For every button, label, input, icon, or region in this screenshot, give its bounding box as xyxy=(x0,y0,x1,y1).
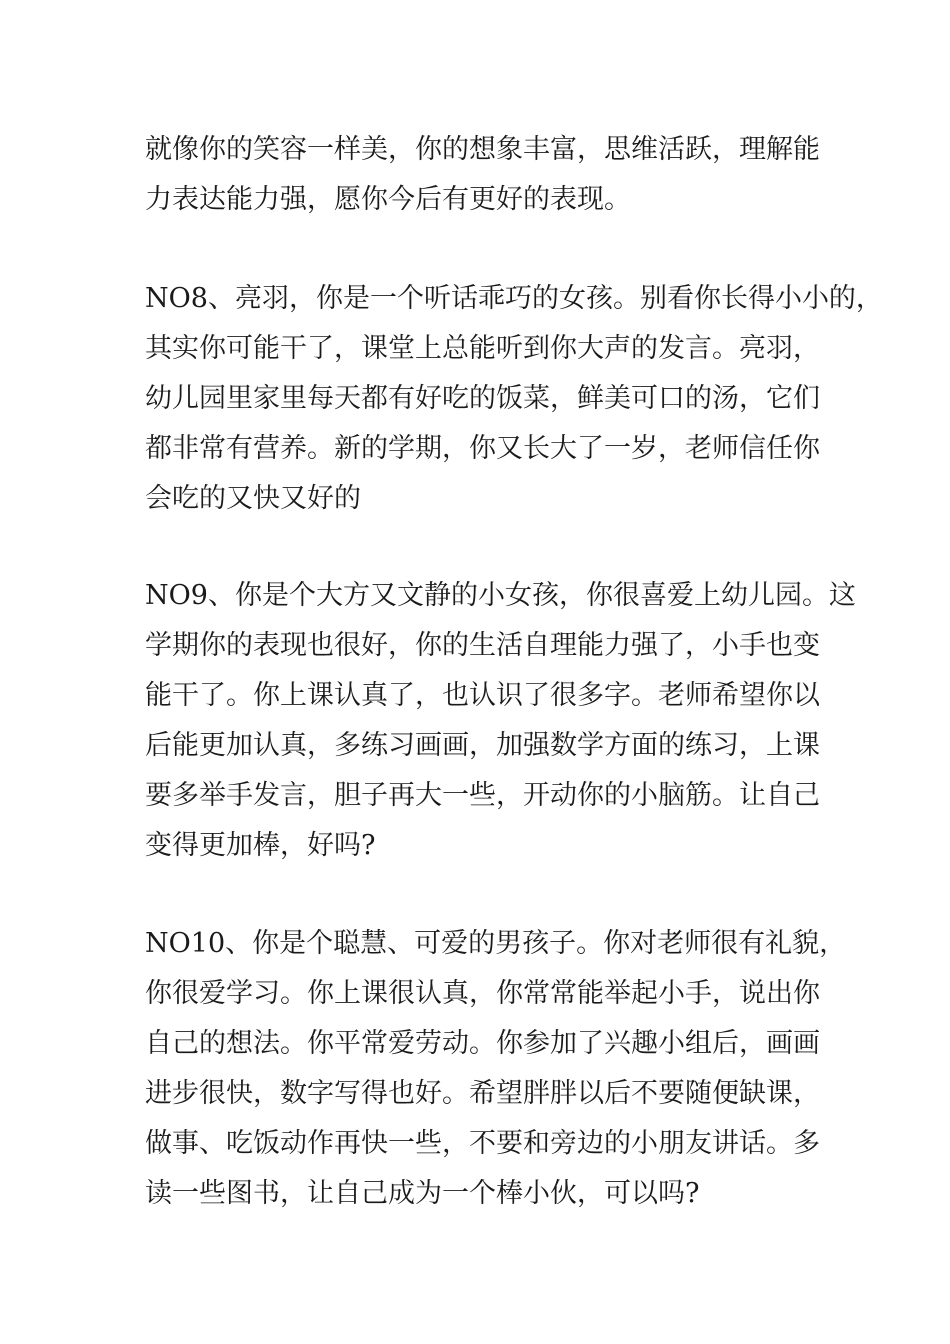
text-line: 读一些图书，让自己成为一个棒小伙，可以吗? xyxy=(145,1178,700,1209)
text-line: NO8、亮羽，你是一个听话乖巧的女孩。别看你长得小小的， xyxy=(145,283,883,314)
text-line: 自己的想法。你平常爱劳动。你参加了兴趣小组后，画画 xyxy=(145,1028,820,1059)
text-line: 变得更加棒，好吗? xyxy=(145,830,376,861)
text-line: 会吃的又快又好的 xyxy=(145,483,361,514)
comment-paragraph-no8 xyxy=(145,274,883,524)
text-line: 能干了。你上课认真了，也认识了很多字。老师希望你以 xyxy=(145,680,820,711)
comment-paragraph-continued xyxy=(145,125,835,225)
text-line: 学期你的表现也很好，你的生活自理能力强了，小手也变 xyxy=(145,630,820,661)
text-line: 力表达能力强，愿你今后有更好的表现。 xyxy=(145,184,631,215)
text-line: NO9、你是个大方又文静的小女孩，你很喜爱上幼儿园。这 xyxy=(145,580,856,611)
text-line: 都非常有营养。新的学期，你又长大了一岁，老师信任你 xyxy=(145,433,820,464)
text-line: 就像你的笑容一样美，你的想象丰富，思维活跃，理解能 xyxy=(145,134,820,165)
text-line: 进步很快，数字写得也好。希望胖胖以后不要随便缺课， xyxy=(145,1078,820,1109)
text-line: 后能更加认真，多练习画画，加强数学方面的练习，上课 xyxy=(145,730,820,761)
text-line: NO10、你是个聪慧、可爱的男孩子。你对老师很有礼貌， xyxy=(145,928,847,959)
text-line: 其实你可能干了，课堂上总能听到你大声的发言。亮羽， xyxy=(145,333,820,364)
text-line: 做事、吃饭动作再快一些，不要和旁边的小朋友讲话。多 xyxy=(145,1128,820,1159)
comment-paragraph-no9 xyxy=(145,571,856,871)
text-line: 要多举手发言，胆子再大一些，开动你的小脑筋。让自己 xyxy=(145,780,820,811)
text-line: 幼儿园里家里每天都有好吃的饭菜，鲜美可口的汤，它们 xyxy=(145,383,820,414)
text-line: 你很爱学习。你上课很认真，你常常能举起小手，说出你 xyxy=(145,978,820,1009)
comment-paragraph-no10 xyxy=(145,919,847,1219)
